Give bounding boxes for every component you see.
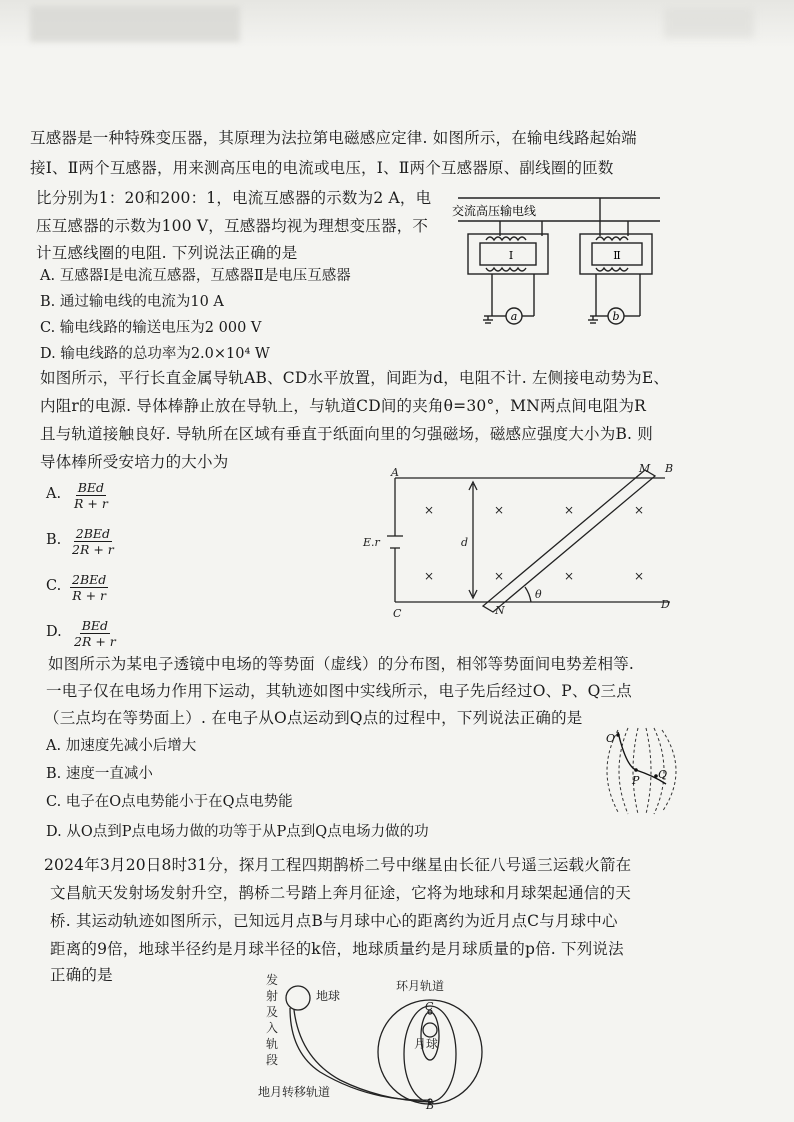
field-mark-1: × [424,503,435,517]
field-mark-8: × [634,569,645,583]
label-d: D [661,598,670,611]
q4-line-2: 文昌航天发射场发射升空，鹊桥二号踏上奔月征途，它将为地球和月球架起通信的天 [50,884,631,902]
label-m: M [639,462,651,475]
line-label: 交流高压输电线 [452,204,537,218]
field-mark-3: × [564,503,575,517]
q3-option-d[interactable]: D. 从O点到P点电场力做的功等于从P点到Q点电场力做的功 [46,824,429,840]
q2-option-a-num: BEd [77,480,105,495]
label-q: Q [658,768,668,781]
transformer-2-label: Ⅱ [613,249,621,262]
field-mark-4: × [634,503,645,517]
q2-option-a-fraction [72,480,110,511]
launch-char-2: 射 [266,989,279,1003]
q3-line-3: （三点均在等势面上）. 在电子从O点运动到Q点的过程中，下列说法正确的是 [44,709,583,727]
q1-option-b[interactable]: B. 通过输电线的电流为10 A [40,294,224,310]
q2-option-c-fraction [70,572,108,603]
launch-char-4: 入 [266,1021,279,1035]
q2-option-a-den: R + r [74,496,108,511]
transformer-1-label: Ⅰ [508,249,514,262]
field-mark-6: × [494,569,505,583]
field-mark-7: × [564,569,575,583]
meter-a-label: a [510,310,518,323]
transformer-figure [450,190,670,330]
meter-b-label: b [612,310,620,323]
label-source: E.r [363,536,380,549]
label-p: P [632,774,640,787]
q2-option-c-den: R + r [72,588,107,603]
q2-option-b-fraction [70,526,116,557]
q2-option-a-label: A. [46,486,62,502]
label-n: N [495,604,505,617]
q2-option-b-num: 2BEd [75,526,111,541]
q1-line-3: 比分别为1：20和200：1，电流互感器的示数为2 A，电 [36,189,432,207]
q4-line-5: 正确的是 [50,966,113,984]
q1-option-c[interactable]: C. 输电线路的输送电压为2 000 V [40,320,262,336]
transfer-orbit-label: 地月转移轨道 [258,1085,331,1099]
q4-line-1: 2024年3月20日8时31分，探月工程四期鹊桥二号中继星由长征八号遥三运载火箭在 [44,856,632,874]
field-mark-5: × [424,569,435,583]
q2-option-c-label: C. [46,578,62,594]
q2-line-1: 如图所示，平行长直金属导轨AB、CD水平放置，间距为d，电阻不计. 左侧接电动势为E、 [40,369,670,387]
q3-option-b[interactable]: B. 速度一直减小 [46,766,153,782]
q1-line-5: 计互感线圈的电阻. 下列说法正确的是 [36,244,298,262]
launch-char-6: 段 [266,1053,279,1067]
orbit-figure [250,972,490,1110]
label-o: O [606,732,616,745]
label-a: A [391,466,399,479]
q2-line-3: 且与轨道接触良好. 导轨所在区域有垂直于纸面向里的匀强磁场，磁感应强度大小为B. 则 [40,425,654,443]
equipotential-figure [596,726,692,816]
q1-option-a[interactable]: A. 互感器Ⅰ是电流互感器，互感器Ⅱ是电压互感器 [40,268,351,284]
earth-label: 地球 [316,989,341,1003]
q2-option-d-label: D. [46,624,62,640]
q2-option-d-den: 2R + r [74,634,116,649]
rail-figure [355,462,685,622]
field-mark-2: × [494,503,505,517]
q2-line-2: 内阻r的电源. 导体棒静止放在导轨上，与轨道CD间的夹角θ=30°，MN两点间电阻为R [40,397,647,415]
q1-option-d[interactable]: D. 输电线路的总功率为2.0×10⁴ W [40,346,270,362]
label-d-spacing: d [461,536,469,549]
q2-option-d-fraction [72,618,118,649]
q2-option-c-num: 2BEd [72,572,107,587]
q1-line-4: 压互感器的示数为100 V，互感器均视为理想变压器，不 [36,217,429,235]
label-b: B [665,462,674,475]
q1-line-2: 接Ⅰ、Ⅱ两个互感器，用来测高压电的电流或电压，Ⅰ、Ⅱ两个互感器原、副线圈的匝数 [30,159,614,177]
q2-option-b-den: 2R + r [72,542,114,557]
q2-line-4: 导体棒所受安培力的大小为 [40,453,229,471]
q3-option-c[interactable]: C. 电子在O点电势能小于在Q点电势能 [46,794,293,810]
moon-label: 月球 [414,1037,439,1051]
q3-line-2: 一电子仅在电场力作用下运动，其轨迹如图中实线所示，电子先后经过O、P、Q三点 [46,682,632,700]
scan-smudge [30,6,240,42]
q1-line-1: 互感器是一种特殊变压器，其原理为法拉第电磁感应定律. 如图所示，在输电线路起始端 [30,129,637,147]
q2-option-d-num: BEd [81,618,109,633]
label-theta: θ [535,588,542,601]
q2-option-b-label: B. [46,532,62,548]
q4-line-4: 距离的9倍，地球半径约是月球半径的k倍，地球质量约是月球质量的p倍. 下列说法 [50,940,624,958]
moon-orbit-label: 环月轨道 [396,979,445,993]
q4-line-3: 桥. 其运动轨迹如图所示，已知远月点B与月球中心的距离约为近月点C与月球中心 [50,912,618,930]
q3-option-a[interactable]: A. 加速度先减小后增大 [46,738,197,754]
launch-char-3: 及 [266,1005,279,1019]
q3-line-1: 如图所示为某电子透镜中电场的等势面（虚线）的分布图，相邻等势面间电势差相等. [48,655,635,673]
launch-char-5: 轨 [266,1037,279,1051]
scan-smudge-right [664,8,754,38]
launch-char-1: 发 [266,973,279,987]
label-c: C [393,607,402,620]
label-b-apolune: B [426,1099,435,1110]
label-c-perilune: C [425,1000,434,1013]
